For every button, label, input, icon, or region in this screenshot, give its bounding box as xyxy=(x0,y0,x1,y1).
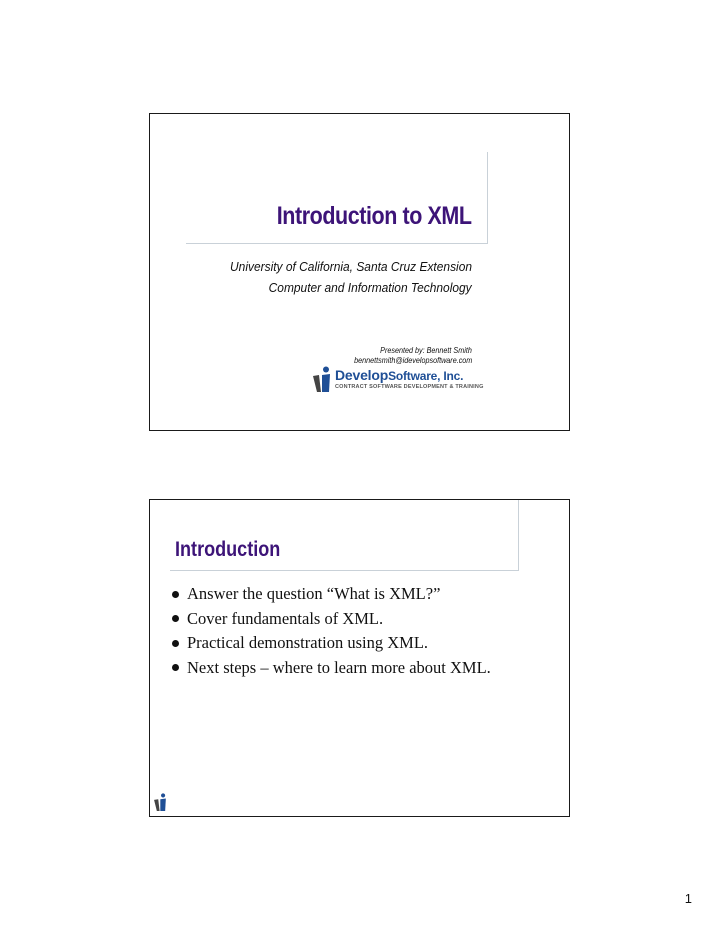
idevelop-logo-icon xyxy=(154,793,168,811)
page-number: 1 xyxy=(684,891,692,906)
presenter-name: Presented by: Bennett Smith xyxy=(380,346,472,355)
subtitle-line-2: Computer and Information Technology xyxy=(268,280,472,295)
subtitle-line-1: University of California, Santa Cruz Extension xyxy=(230,259,472,274)
decorative-vertical-rule xyxy=(487,152,488,244)
list-item: Answer the question “What is XML?” xyxy=(172,582,491,607)
bullet-dot-icon xyxy=(172,591,179,598)
list-item: Practical demonstration using XML. xyxy=(172,631,491,656)
slide-introduction xyxy=(149,499,570,817)
decorative-horizontal-rule xyxy=(186,243,488,244)
slide-title-heading: Introduction to XML xyxy=(277,202,472,230)
idevelop-logo-icon xyxy=(313,366,333,392)
bullet-dot-icon xyxy=(172,640,179,647)
presenter-email: bennettsmith@idevelopsoftware.com xyxy=(353,356,472,365)
bullet-list xyxy=(172,582,491,680)
company-logo xyxy=(313,366,483,392)
list-item: Cover fundamentals of XML. xyxy=(172,607,491,632)
slide-heading: Introduction xyxy=(175,538,281,561)
slide-title xyxy=(149,113,570,431)
bullet-dot-icon xyxy=(172,615,179,622)
decorative-vertical-rule xyxy=(518,500,519,571)
logo-tagline: CONTRACT SOFTWARE DEVELOPMENT & TRAINING xyxy=(335,384,484,390)
bullet-dot-icon xyxy=(172,664,179,671)
logo-company-name: DevelopSoftware, Inc. xyxy=(335,367,464,383)
list-item: Next steps – where to learn more about XML. xyxy=(172,656,491,681)
decorative-horizontal-rule xyxy=(170,570,519,571)
